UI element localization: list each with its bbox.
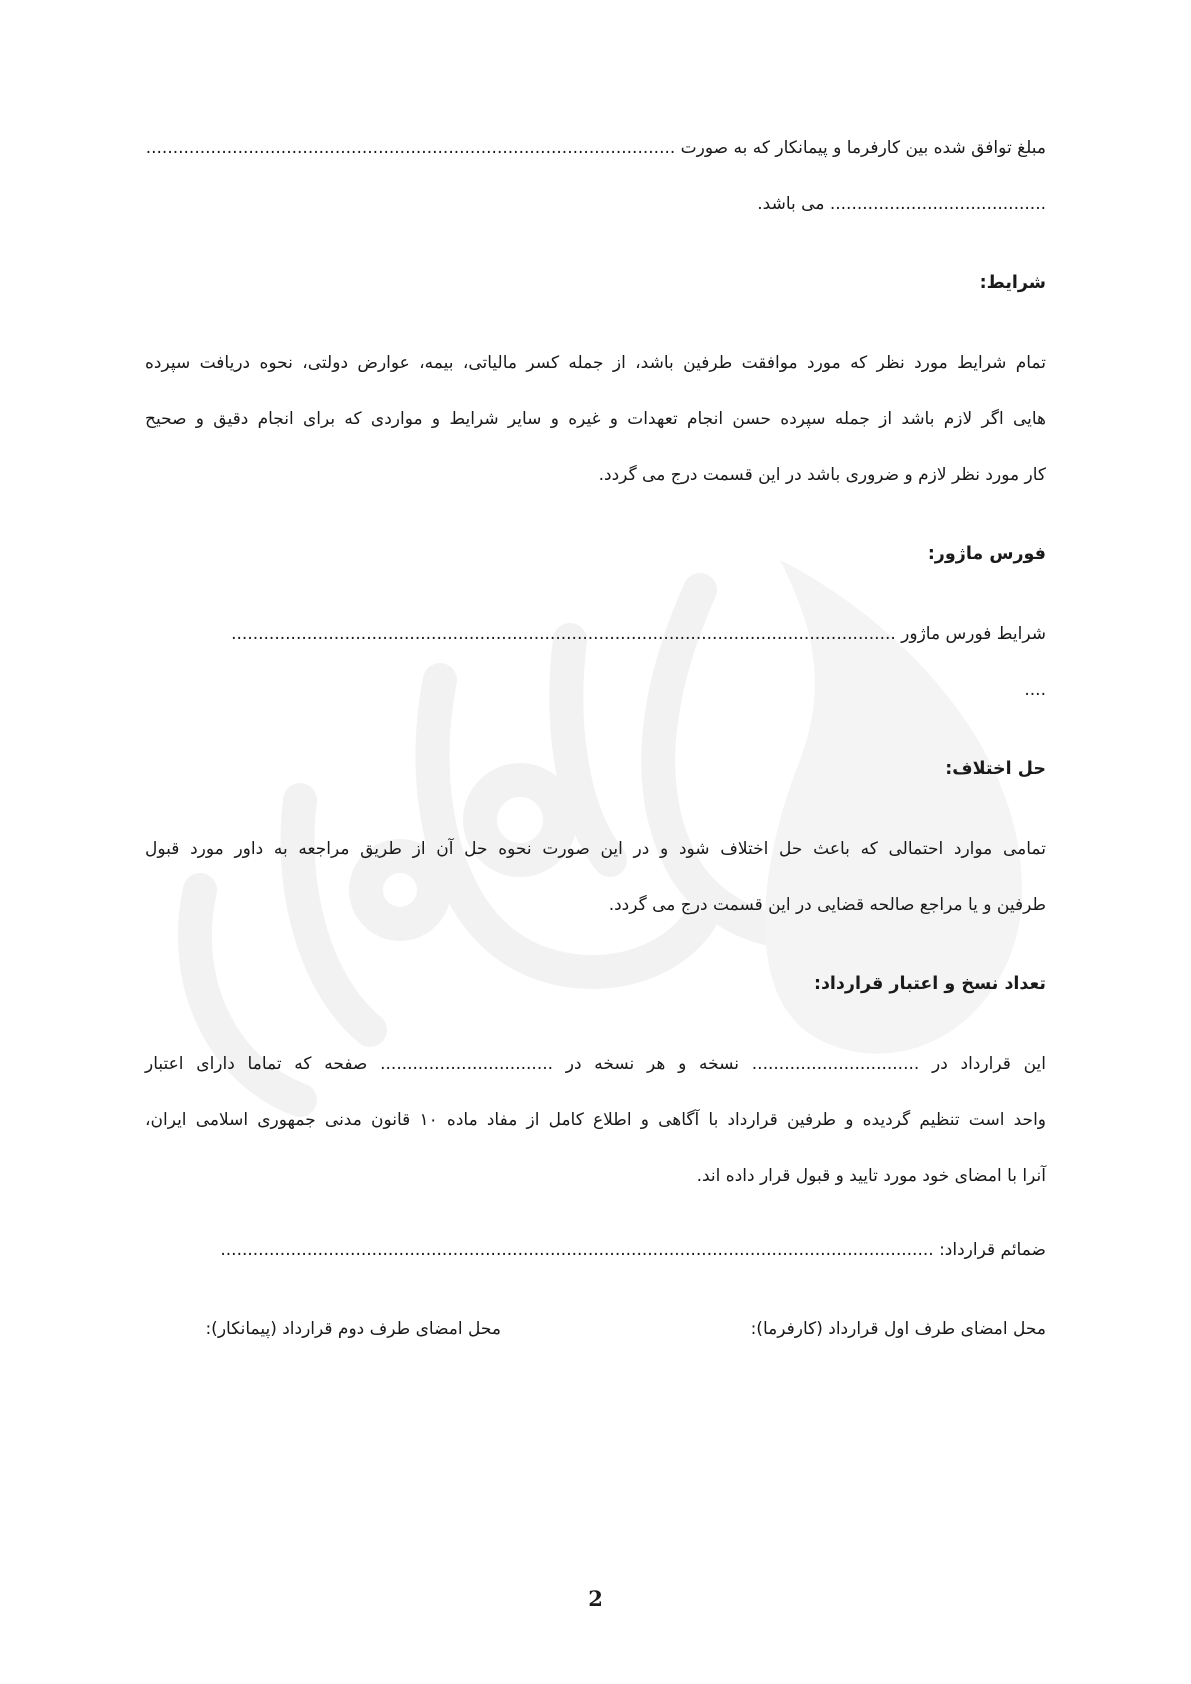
conditions-line-2: هایی اگر لازم باشد از جمله سپرده حسن انجام تعهدات و غیره و سایر شرایط و مواردی که برای انجام دقیق و صحیح <box>145 409 1046 429</box>
price-line-2: ........................................ می باشد. <box>757 194 1046 214</box>
dispute-line-1: تمامی موارد احتمالی که باعث حل اختلاف شود و در این صورت نحوه حل آن از طریق مراجعه به داور مورد قبول <box>145 839 1046 859</box>
first-party-signature-label: محل امضای طرف اول قرارداد (کارفرما): <box>750 1319 1046 1339</box>
copies-heading: تعداد نسخ و اعتبار قرارداد: <box>813 974 1046 994</box>
conditions-line-3: کار مورد نظر لازم و ضروری باشد در این قسمت درج می گردد. <box>598 465 1046 485</box>
copies-line-2: واحد است تنظیم گردیده و طرفین قرارداد با آگاهی و اطلاع کامل از مفاد ماده ۱۰ قانون مدنی جمهوری اسلامی ایران، <box>145 1110 1046 1130</box>
copies-line-3: آنرا با امضای خود مورد تایید و قبول قرار داده اند. <box>696 1166 1046 1186</box>
force-majeure-line-2: .... <box>1024 680 1046 700</box>
conditions-line-1: تمام شرایط مورد نظر که مورد موافقت طرفین باشد، از جمله کسر مالیاتی، بیمه، عوارض دولتی، نحوه دریافت سپرده <box>145 353 1046 373</box>
dispute-heading: حل اختلاف: <box>945 759 1046 779</box>
second-party-signature-label: محل امضای طرف دوم قرارداد (پیمانکار): <box>205 1319 501 1339</box>
force-majeure-heading: فورس ماژور: <box>927 544 1046 564</box>
attachments-line: ضمائم قرارداد: .................................................................................................................................... <box>220 1240 1046 1260</box>
copies-line-1: این قرارداد در ............................... نسخه و هر نسخه در ................................ صفحه که تماما دارای اعتبار <box>145 1054 1046 1074</box>
conditions-heading: شرایط: <box>979 273 1046 293</box>
dispute-line-2: طرفین و یا مراجع صالحه قضایی در این قسمت درج می گردد. <box>608 895 1046 915</box>
force-majeure-line-1: شرایط فورس ماژور ........................................................................................................................... <box>231 624 1046 644</box>
price-line-1: مبلغ توافق شده بین کارفرما و پیمانکار که به صورت .................................................................................................. <box>145 138 1046 158</box>
page-number: 2 <box>588 1586 603 1611</box>
